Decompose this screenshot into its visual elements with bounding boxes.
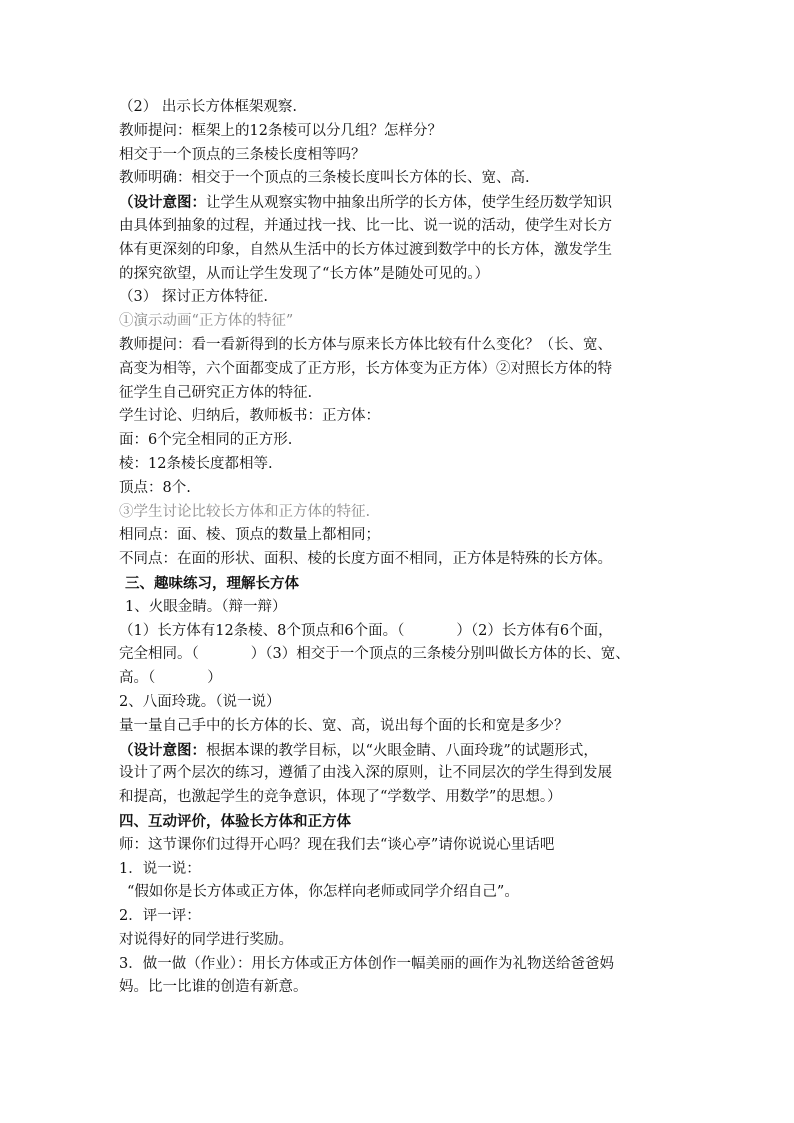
activity-2-title: 2．评一评： <box>119 908 201 925</box>
teacher-prompt: 师：这节课你们过得开心吗？现在我们去“谈心亭”请你说说心里话吧 <box>119 836 555 853</box>
exercise-1-q3-text: ）（3）相交于一个顶点的三条棱分别叫做长方体的长、宽、 <box>250 646 630 663</box>
design-intent-1-line-1 <box>119 191 689 215</box>
exercise-2-title: 2、八面玲珑。（说一说） <box>119 693 281 710</box>
cube-vertices: 顶点：8个. <box>119 479 191 496</box>
teacher-question-2-line-2: 高变为相等，六个面都变成了正方形，长方体变为正方体）②对照长方体的特 <box>119 360 612 377</box>
compare-discussion-line: ③学生讨论比较长方体和正方体的特征. <box>119 503 371 520</box>
exercise-2-task: 量一量自己手中的长方体的长、宽、高，说出每个面的长和宽是多少？ <box>119 717 569 734</box>
activity-2-text: 对说得好的同学进行奖励。 <box>119 931 293 948</box>
question-line: 相交于一个顶点的三条棱长度相等吗？ <box>119 146 366 163</box>
exercise-1-q3-cont: 高。（ <box>119 670 156 687</box>
design-intent-label-1: （设计意图： <box>119 194 206 212</box>
teacher-question-1: 教师提问：框架上的12条棱可以分几组？怎样分？ <box>119 122 442 139</box>
design-intent-2-line-1 <box>119 739 689 763</box>
design-intent-1-line-4: 的探究欲望，从而让学生发现了“长方体”是随处可见的。） <box>119 265 490 282</box>
teacher-question-2-line-1: 教师提问：看一看新得到的长方体与原来长方体比较有什么变化？（长、宽、 <box>119 336 612 353</box>
animation-demo-line: ①演示动画“正方体的特征” <box>119 313 294 330</box>
teacher-clarification: 教师明确：相交于一个顶点的三条棱长度叫长方体的长、宽、高. <box>119 170 530 187</box>
activity-1-prompt: “假如你是长方体或正方体，你怎样向老师或同学介绍自己”。 <box>127 884 519 901</box>
design-intent-2-text: 根据本课的教学目标，以“火眼金睛、八面玲珑”的试题形式， <box>206 742 598 759</box>
exercise-1-line-1 <box>119 620 689 644</box>
exercise-1-q1-text: （1）长方体有12条棱、8个顶点和6个面。（ <box>119 622 405 639</box>
step-3-heading: （3） 探讨正方体特征. <box>119 289 268 306</box>
board-writing-intro: 学生讨论、归纳后，教师板书：正方体： <box>119 408 380 425</box>
homework-line-2: 妈。比一比谁的创造有新意。 <box>119 979 308 996</box>
section-4-heading: 四、互动评价，体验长方体和正方体 <box>119 812 351 830</box>
design-intent-2-line-3: 和提高，也激起学生的竞争意识，体现了“学数学、用数学”的思想。） <box>119 789 562 806</box>
exercise-1-line-2 <box>119 643 689 667</box>
design-intent-1-line-2: 由具体到抽象的过程，并通过找一找、比一比、说一说的活动，使学生对长方 <box>119 217 612 234</box>
design-intent-2-line-2: 设计了两个层次的练习，遵循了由浅入深的原则，让不同层次的学生得到发展 <box>119 765 612 782</box>
exercise-1-q2-cont: 完全相同。（ <box>119 646 199 663</box>
homework-line-1: 3．做一做（作业）：用长方体或正方体创作一幅美丽的画作为礼物送给爸爸妈 <box>119 955 614 972</box>
step-2-heading: （2） 出示长方体框架观察. <box>119 99 297 115</box>
document-body <box>119 96 689 1000</box>
design-intent-1-text: 让学生从观察实物中抽象出所学的长方体，使学生经历数学知识 <box>206 195 612 212</box>
cube-edges: 棱：12条棱长度都相等. <box>119 455 273 472</box>
exercise-1-q2-text: ）（2）长方体有6个面， <box>456 622 613 639</box>
teacher-question-2-line-3: 征学生自己研究正方体的特征. <box>119 384 313 401</box>
exercise-1-line-3 <box>119 667 689 691</box>
exercise-1-q3-close: ） <box>207 670 222 687</box>
exercise-1-title: 1、火眼金睛。（辩一辩） <box>125 598 287 615</box>
section-3-heading: 三、趣味练习，理解长方体 <box>125 574 299 592</box>
cube-faces: 面：6个完全相同的正方形. <box>119 432 293 449</box>
activity-1-title: 1．说一说： <box>119 860 201 877</box>
differences-line: 不同点：在面的形状、面积、棱的长度方面不相同，正方体是特殊的长方体。 <box>119 551 612 568</box>
design-intent-label-2: （设计意图： <box>119 741 206 759</box>
similarities-line: 相同点：面、棱、顶点的数量上都相同； <box>119 527 380 544</box>
design-intent-1-line-3: 体有更深刻的印象，自然从生活中的长方体过渡到数学中的长方体，激发学生 <box>119 241 612 258</box>
